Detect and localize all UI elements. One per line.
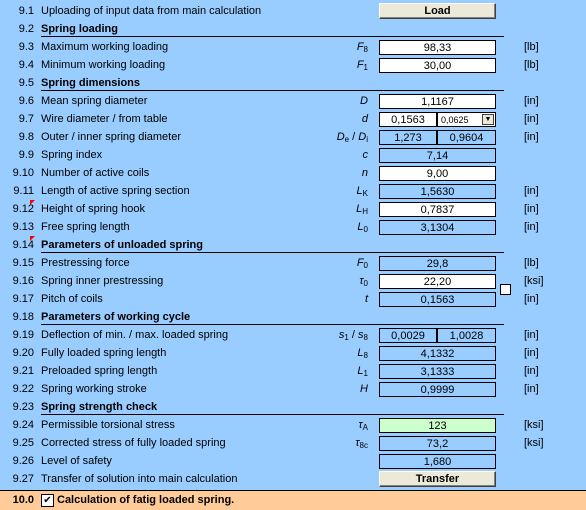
row-number: 9.17 [12, 293, 34, 305]
row-label: Maximum working loading [41, 41, 169, 53]
unit: [in] [524, 95, 539, 107]
chevron-down-icon[interactable]: ▼ [482, 114, 494, 125]
row-outer-inner-diameter [0, 128, 586, 146]
active-coils-input[interactable]: 9,00 [379, 166, 496, 181]
unit: [in] [524, 221, 539, 233]
section-heading: Parameters of working cycle [41, 311, 191, 323]
row-number: 9.8 [18, 131, 34, 143]
mean-diameter-input[interactable]: 1,1167 [379, 94, 496, 109]
row-label: Free spring length [41, 221, 130, 233]
row-spring-index [0, 146, 586, 164]
section-working-cycle [0, 308, 586, 326]
comment-marker-icon[interactable] [30, 200, 35, 205]
symbol: $L_8$ [357, 347, 368, 360]
row-number: 9.12 [12, 203, 34, 215]
min-loading-input[interactable]: 30,00 [379, 58, 496, 73]
row-free-length [0, 218, 586, 236]
spring-index-value: 7,14 [379, 148, 496, 163]
row-coil-pitch [0, 290, 586, 308]
unit: [in] [524, 293, 539, 305]
inner-prestressing-input[interactable]: 22,20 [379, 274, 496, 289]
row-label: Height of spring hook [41, 203, 145, 215]
max-loading-input[interactable]: 98,33 [379, 40, 496, 55]
row-number: 9.26 [12, 455, 34, 467]
row-number: 9.21 [12, 365, 34, 377]
row-preloaded-length [0, 362, 586, 380]
row-number: 9.13 [12, 221, 34, 233]
row-number: 9.6 [18, 95, 34, 107]
row-mean-diameter [0, 92, 586, 110]
row-label: Minimum working loading [41, 59, 166, 71]
symbol: $\tau_{8c}$ [355, 437, 368, 450]
preloaded-length-value: 3,1333 [379, 364, 496, 379]
row-label: Number of active coils [41, 167, 150, 179]
unit: [ksi] [524, 275, 544, 287]
row-number: 9.20 [12, 347, 34, 359]
hook-height-input[interactable]: 0,7837 [379, 202, 496, 217]
symbol: $F_0$ [356, 257, 368, 270]
section-divider [41, 36, 504, 37]
row-min-working-loading [0, 56, 586, 74]
section-heading: Spring strength check [41, 401, 158, 413]
dropdown-value: 0,0625 [441, 115, 469, 125]
section-heading: Spring dimensions [41, 77, 141, 89]
unit: [in] [524, 329, 539, 341]
unit: [in] [524, 185, 539, 197]
inner-diameter-value: 0,9604 [437, 130, 496, 145]
corrected-stress-value: 73,2 [379, 436, 496, 451]
row-number: 9.19 [12, 329, 34, 341]
safety-level-value: 1,680 [379, 454, 496, 469]
row-label: Wire diameter / from table [41, 113, 168, 125]
symbol: $L_K$ [356, 185, 368, 198]
unit: [lb] [524, 41, 539, 53]
unit: [in] [524, 347, 539, 359]
row-label: Level of safety [41, 455, 112, 467]
coil-pitch-value: 0,1563 [379, 292, 496, 307]
symbol: D [360, 95, 368, 107]
row-label: Spring working stroke [41, 383, 147, 395]
section-heading: Spring loading [41, 23, 118, 35]
row-active-coils [0, 164, 586, 182]
row-number: 9.7 [18, 113, 34, 125]
working-stroke-value: 0,9999 [379, 382, 496, 397]
unit: [lb] [524, 59, 539, 71]
comment-marker-icon[interactable] [30, 236, 35, 241]
row-label: Deflection of min. / max. loaded spring [41, 329, 229, 341]
row-label: Length of active spring section [41, 185, 190, 197]
row-number: 9.1 [18, 5, 34, 17]
row-inner-prestressing [0, 272, 586, 290]
row-label: Prestressing force [41, 257, 130, 269]
symbol: $L_0$ [357, 221, 368, 234]
row-number: 9.27 [12, 473, 34, 485]
section-spring-loading [0, 20, 586, 38]
row-number: 9.11 [13, 185, 34, 197]
row-label: Outer / inner spring diameter [41, 131, 182, 143]
section-heading: Calculation of fatig loaded spring. [57, 494, 235, 506]
row-number: 9.9 [18, 149, 34, 161]
unit: [in] [524, 113, 539, 125]
section-divider [41, 414, 504, 415]
free-length-value: 3,1304 [379, 220, 496, 235]
section-divider [41, 90, 504, 91]
section-strength-check [0, 398, 586, 416]
load-button[interactable]: Load [379, 3, 496, 19]
row-number: 9.10 [12, 167, 34, 179]
row-label: Uploading of input data from main calculation [41, 5, 262, 17]
row-deflection [0, 326, 586, 344]
row-number: 9.16 [12, 275, 34, 287]
row-number: 9.24 [12, 419, 34, 431]
row-working-stroke [0, 380, 586, 398]
fully-loaded-length-value: 4,1332 [379, 346, 496, 361]
unit: [ksi] [524, 419, 544, 431]
row-max-working-loading [0, 38, 586, 56]
row-corrected-stress [0, 434, 586, 452]
row-number: 9.2 [18, 23, 34, 35]
row-number: 10.0 [12, 494, 34, 506]
row-number: 9.18 [12, 311, 34, 323]
symbol: H [360, 383, 368, 395]
section-fatigue-loaded-spring [0, 490, 586, 510]
row-label: Permissible torsional stress [41, 419, 175, 431]
section-heading: Parameters of unloaded spring [41, 239, 203, 251]
row-fully-loaded-length [0, 344, 586, 362]
row-transfer-solution [0, 470, 586, 488]
unit: [in] [524, 383, 539, 395]
symbol: $F_8$ [356, 41, 368, 54]
unit: [ksi] [524, 437, 544, 449]
row-label: Corrected stress of fully loaded spring [41, 437, 226, 449]
symbol: $\tau_0$ [359, 275, 368, 288]
fatigue-calculation-checkbox[interactable]: ✔ [41, 494, 54, 507]
symbol: $s_1 / s_8$ [338, 329, 368, 342]
unit: [in] [524, 203, 539, 215]
row-label: Mean spring diameter [41, 95, 148, 107]
row-hook-height [0, 200, 586, 218]
unit: [lb] [524, 257, 539, 269]
row-number: 9.4 [18, 59, 34, 71]
unit: [in] [524, 365, 539, 377]
symbol: $\tau_A$ [358, 419, 368, 432]
active-section-length-value: 1,5630 [379, 184, 496, 199]
row-number: 9.25 [12, 437, 34, 449]
row-prestressing-force [0, 254, 586, 272]
section-divider [41, 324, 504, 325]
symbol: d [361, 113, 368, 125]
wire-diameter-input[interactable]: 0,1563 [379, 112, 437, 127]
symbol: $D_e / D_i$ [336, 131, 368, 144]
min-deflection-value: 0,0029 [379, 328, 437, 343]
prestressing-force-value: 29,8 [379, 256, 496, 271]
max-deflection-value: 1,0028 [437, 328, 496, 343]
section-spring-dimensions [0, 74, 586, 92]
section-unloaded-spring [0, 236, 586, 254]
row-label: Pitch of coils [41, 293, 103, 305]
section-divider [41, 252, 504, 253]
symbol: n [361, 167, 368, 179]
row-label: Spring index [41, 149, 103, 161]
row-upload-input [0, 2, 586, 20]
row-label: Transfer of solution into main calculation [41, 473, 238, 485]
permissible-stress-input[interactable]: 123 [379, 418, 496, 433]
row-wire-diameter [0, 110, 586, 128]
unit: [in] [524, 131, 539, 143]
row-number: 9.5 [18, 77, 34, 89]
row-permissible-stress [0, 416, 586, 434]
symbol: c [362, 149, 368, 161]
row-number: 9.23 [12, 401, 34, 413]
symbol: $L_1$ [357, 365, 368, 378]
row-label: Fully loaded spring length [41, 347, 167, 359]
symbol: $F_1$ [356, 59, 368, 72]
row-number: 9.14 [12, 239, 34, 251]
wire-table-dropdown[interactable] [437, 112, 496, 127]
row-number: 9.15 [12, 257, 34, 269]
row-number: 9.22 [12, 383, 34, 395]
outer-diameter-value: 1,273 [379, 130, 437, 145]
row-safety-level [0, 452, 586, 470]
row-number: 9.3 [18, 41, 34, 53]
transfer-button[interactable]: Transfer [379, 471, 496, 487]
symbol: t [364, 293, 368, 305]
row-active-section-length [0, 182, 586, 200]
symbol: $L_H$ [356, 203, 368, 216]
row-label: Preloaded spring length [41, 365, 158, 377]
row-label: Spring inner prestressing [41, 275, 164, 287]
